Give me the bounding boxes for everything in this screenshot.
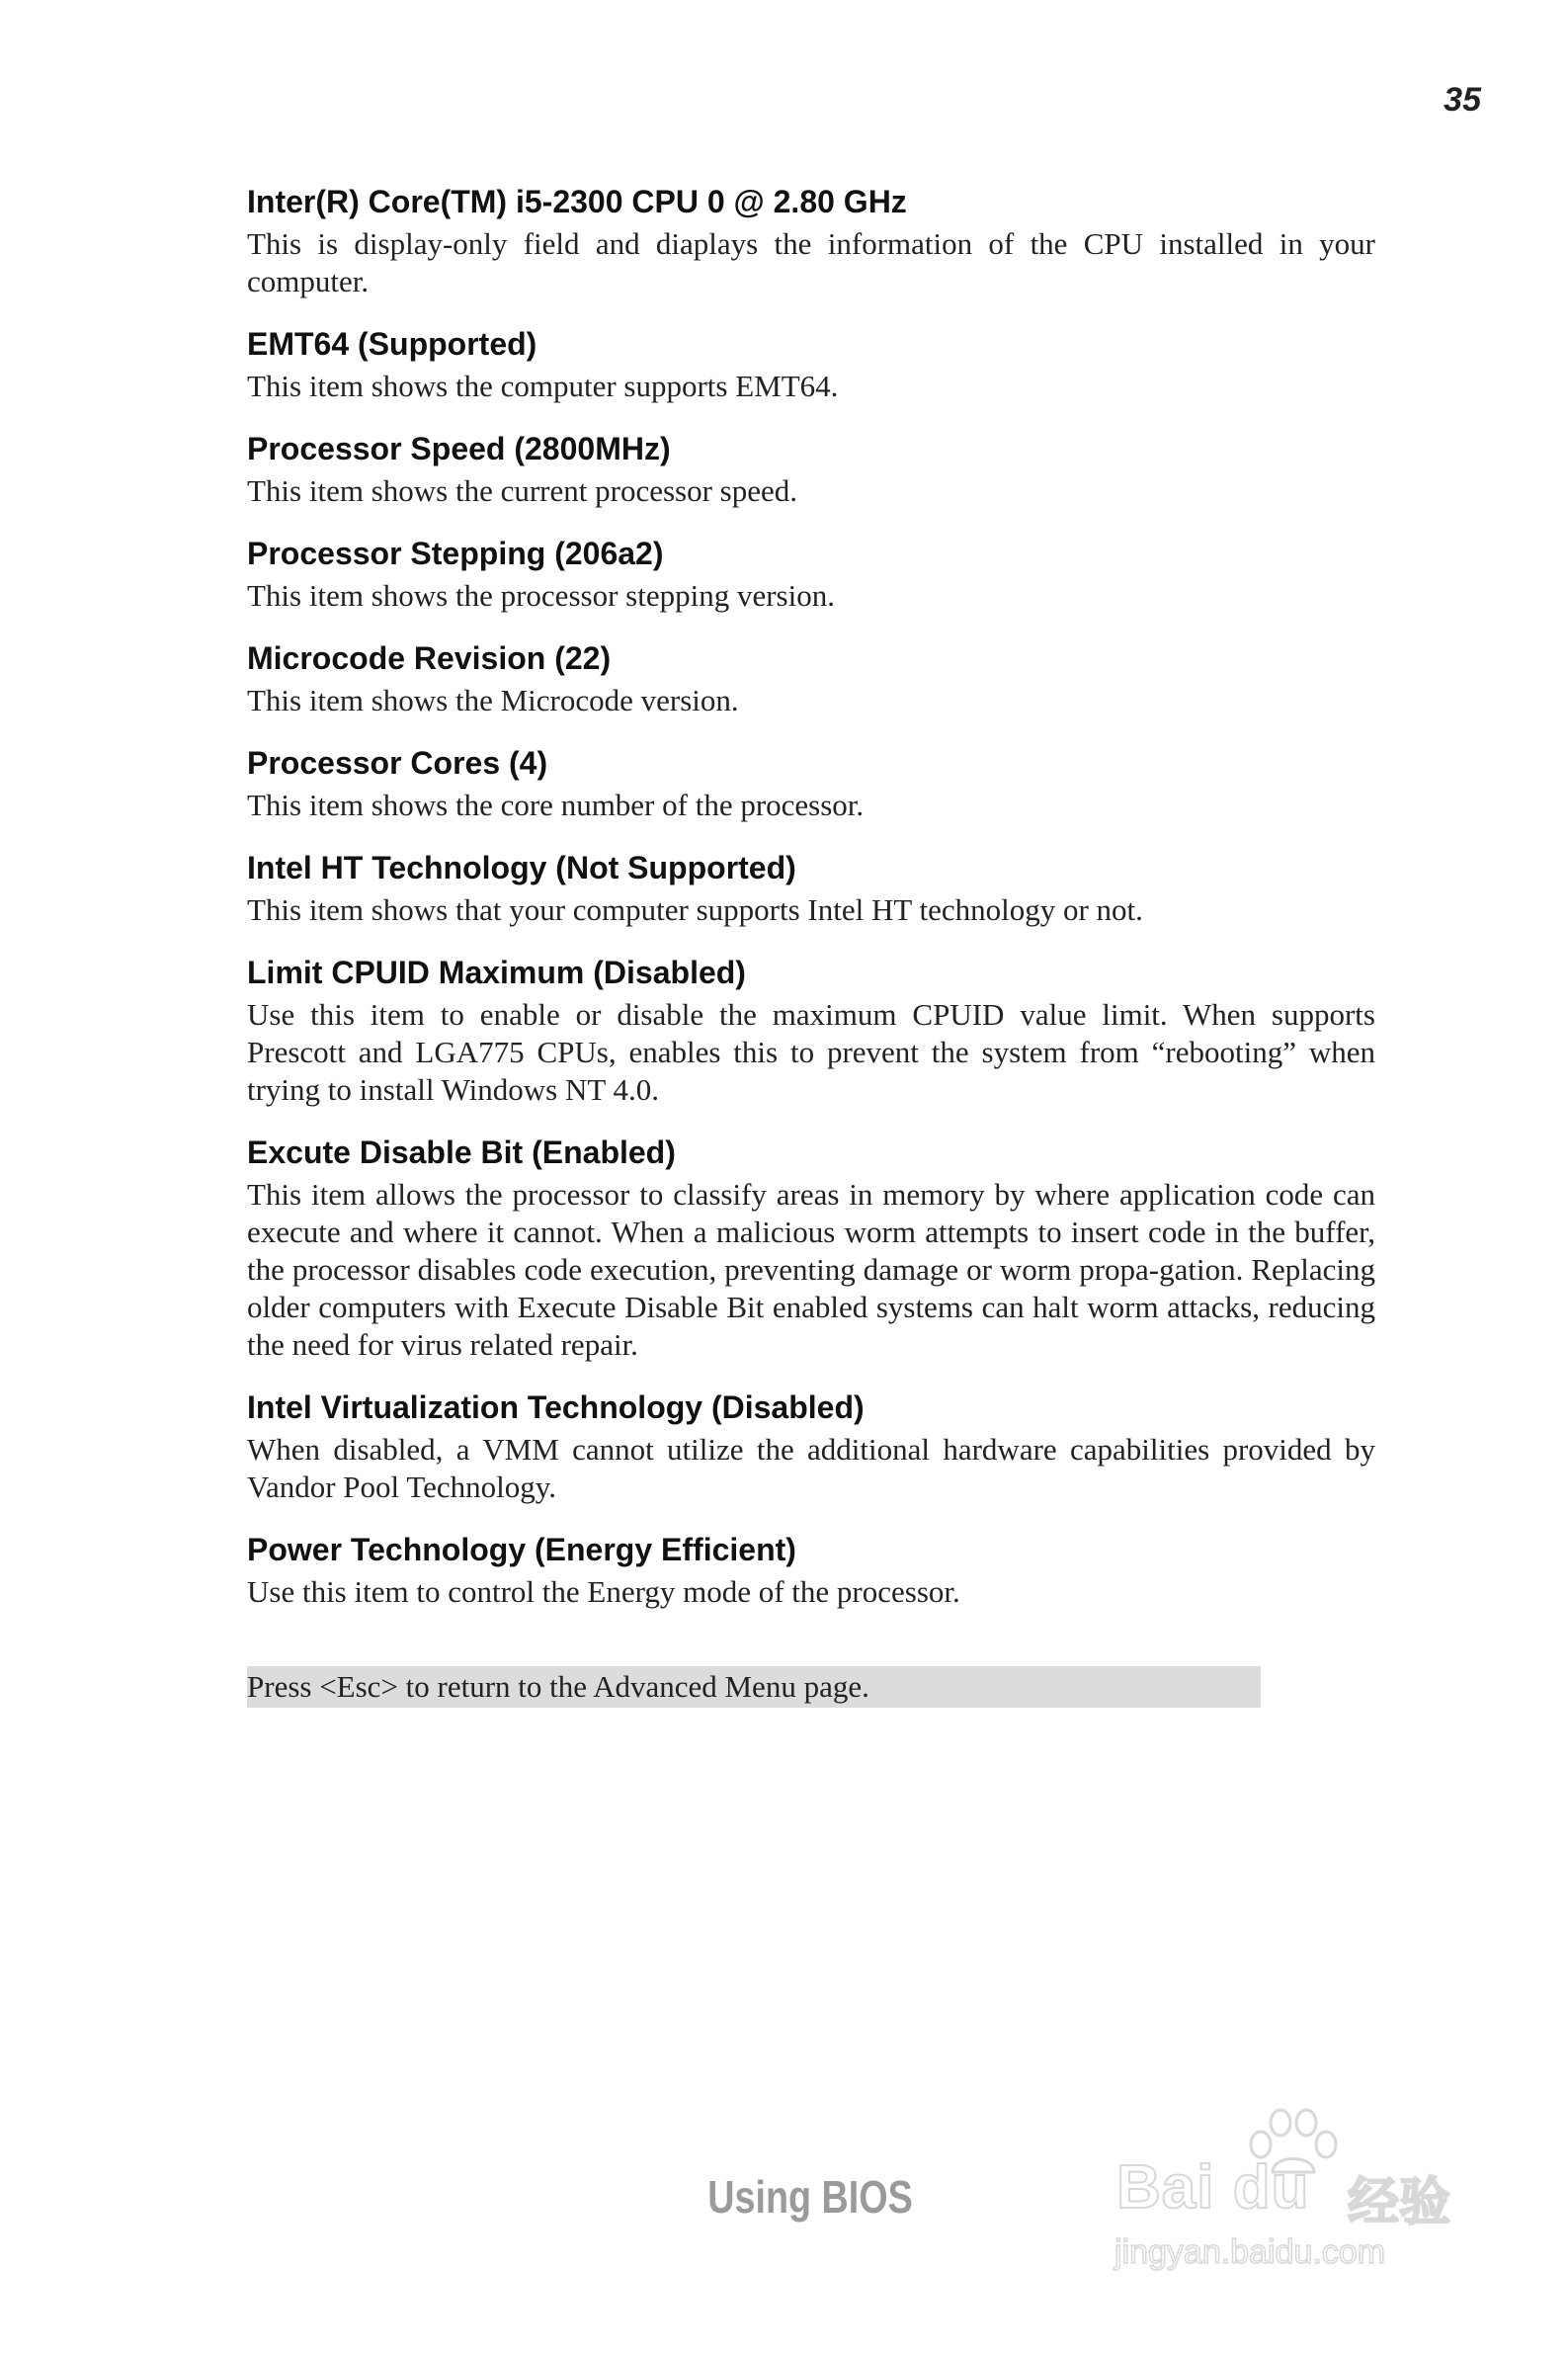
item-processor-cores bbox=[247, 743, 1375, 824]
item-emt64 bbox=[247, 324, 1375, 405]
item-title: Excute Disable Bit (Enabled) bbox=[247, 1134, 676, 1170]
item-title: Processor Stepping (206a2) bbox=[247, 536, 664, 571]
item-description: This item shows the current processor speed. bbox=[247, 473, 798, 508]
footer-title: Using BIOS bbox=[707, 2171, 913, 2223]
item-limit-cpuid bbox=[247, 953, 1375, 1109]
item-description: This item allows the processor to classify areas in memory by where application code can execute and where it cannot. When a malicious worm attempts to insert code in the buffer, the processor disables code execution, preventing damage or worm propa-gation. Replacing older computers with Execute Disable Bit enabled systems can halt worm attacks, reducing the need for virus related repair. bbox=[247, 1177, 1375, 1362]
item-intel-ht bbox=[247, 848, 1375, 929]
watermark-chinese: 经验 bbox=[1348, 2173, 1451, 2232]
item-description: This item shows the computer supports EMT64. bbox=[247, 369, 839, 403]
watermark-url: jingyan.baidu.com bbox=[1114, 2233, 1386, 2271]
item-title: Intel HT Technology (Not Supported) bbox=[247, 850, 796, 885]
item-microcode-revision bbox=[247, 638, 1375, 719]
item-title: Inter(R) Core(TM) i5-2300 CPU 0 @ 2.80 GHz bbox=[247, 184, 907, 219]
page-number: 35 bbox=[1444, 81, 1481, 119]
item-execute-disable-bit bbox=[247, 1133, 1375, 1364]
item-processor-speed bbox=[247, 429, 1375, 510]
item-virtualization bbox=[247, 1387, 1375, 1506]
watermark-brand: Bai du bbox=[1116, 2153, 1310, 2222]
item-description: When disabled, a VMM cannot utilize the additional hardware capabilities provided by Vandor Pool Technology. bbox=[247, 1432, 1375, 1504]
main-content bbox=[247, 182, 1375, 1708]
item-title: Intel Virtualization Technology (Disabled) bbox=[247, 1389, 865, 1425]
item-description: This item shows that your computer supports Intel HT technology or not. bbox=[247, 892, 1143, 927]
baidu-watermark bbox=[1107, 2105, 1482, 2283]
item-description: Use this item to control the Energy mode of the processor. bbox=[247, 1574, 960, 1609]
item-title: Processor Speed (2800MHz) bbox=[247, 431, 671, 466]
item-title: Power Technology (Energy Efficient) bbox=[247, 1532, 796, 1567]
item-description: Use this item to enable or disable the maximum CPUID value limit. When supports Prescott and LGA775 CPUs, enables this to prevent the system from “rebooting” when trying to install Windows NT 4.0. bbox=[247, 997, 1375, 1107]
item-title: Microcode Revision (22) bbox=[247, 640, 612, 676]
item-description: This item shows the processor stepping version. bbox=[247, 578, 835, 613]
item-power-technology bbox=[247, 1530, 1375, 1611]
item-description: This item shows the core number of the processor. bbox=[247, 788, 865, 822]
item-title: Limit CPUID Maximum (Disabled) bbox=[247, 955, 746, 990]
esc-note: Press <Esc> to return to the Advanced Menu page. bbox=[247, 1666, 1261, 1708]
item-description: This item shows the Microcode version. bbox=[247, 683, 739, 717]
item-description: This is display-only field and diaplays the information of the CPU installed in your computer. bbox=[247, 226, 1375, 298]
item-title: Processor Cores (4) bbox=[247, 745, 548, 781]
item-cpu-name bbox=[247, 182, 1375, 300]
item-title: EMT64 (Supported) bbox=[247, 326, 537, 362]
item-processor-stepping bbox=[247, 534, 1375, 615]
